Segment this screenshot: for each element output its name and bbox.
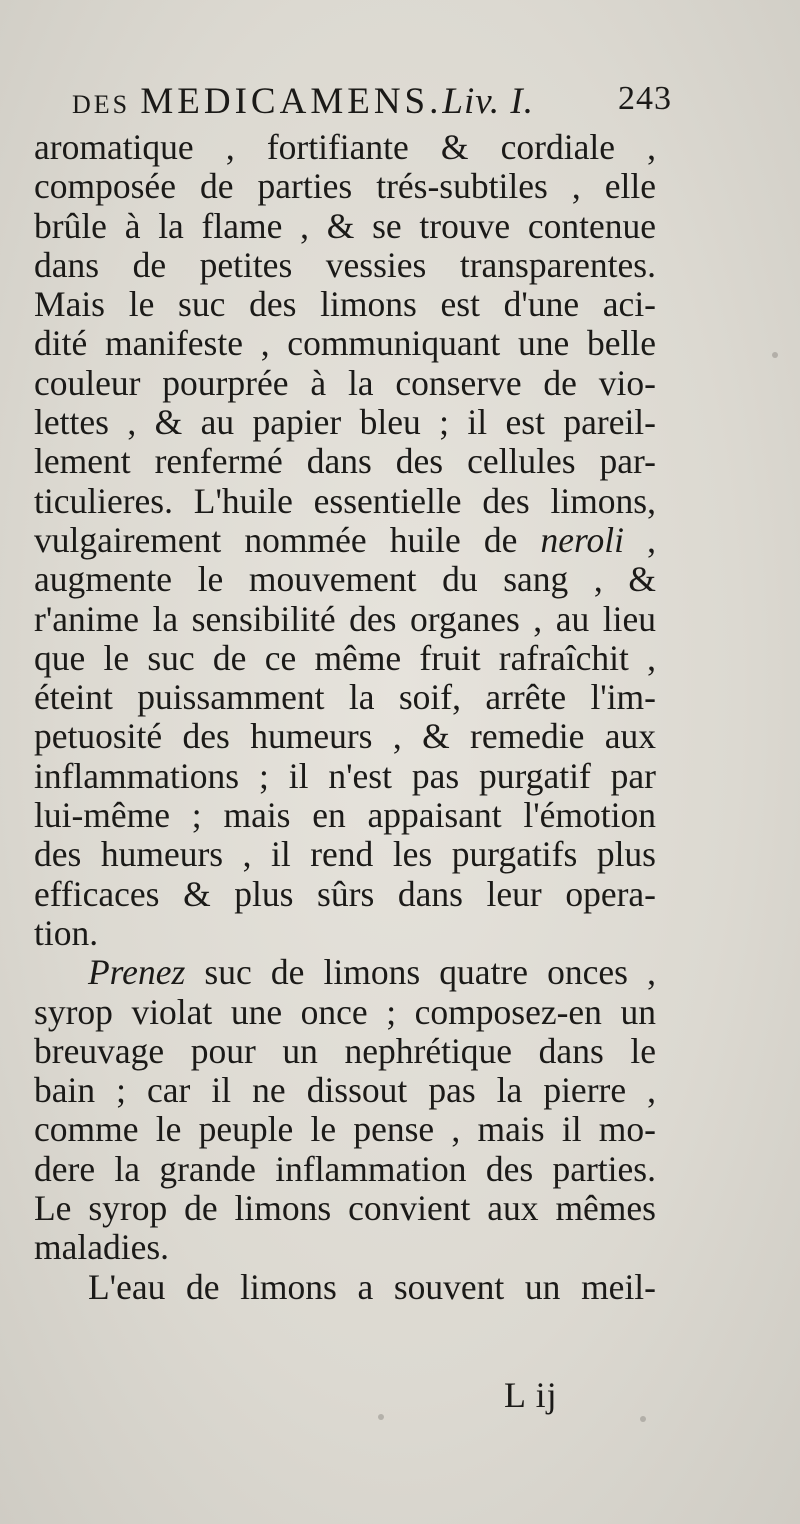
text-line: brûle à la flame , & se trouve contenue — [34, 205, 656, 246]
paper-speck — [378, 1414, 384, 1420]
text-line: augmente le mouvement du sang , & — [34, 559, 656, 600]
text-line: inflammations ; il n'est pas purgatif par — [34, 755, 656, 796]
text-segment: , — [624, 519, 656, 560]
text-line: bain ; car il ne dissout pas la pierre , — [34, 1070, 656, 1111]
text-line: lui-même ; mais en appaisant l'émotion — [34, 795, 656, 836]
text-line: composée de parties trés-subtiles , elle — [34, 166, 656, 207]
text-line: éteint puissamment la soif, arrête l'im- — [34, 677, 656, 718]
text-segment: vulgairement nommée huile de — [34, 519, 541, 560]
running-head-des: DES — [72, 90, 131, 119]
italic-word: Prenez — [88, 952, 186, 993]
text-line: maladies. — [34, 1227, 170, 1268]
text-line: dité manifeste , communiquant une belle — [34, 323, 656, 364]
text-segment: suc de limons quatre onces , — [185, 952, 656, 993]
text-line: des humeurs , il rend les purgatifs plus — [34, 834, 656, 875]
text-line: efficaces & plus sûrs dans leur opera- — [34, 873, 656, 914]
text-line — [34, 953, 656, 992]
text-line: r'anime la sensibilité des organes , au lieu — [34, 598, 656, 639]
text-line: lement renfermé dans des cellules par- — [34, 441, 656, 482]
signature-mark: L ij — [504, 1375, 558, 1415]
text-line: ticulieres. L'huile essentielle des limons, — [34, 480, 656, 521]
text-line: tion. — [34, 912, 99, 953]
page-number: 243 — [618, 80, 672, 117]
body-text — [34, 128, 656, 1307]
paper-speck — [772, 352, 778, 358]
text-line: Mais le suc des limons est d'une aci- — [34, 284, 656, 325]
text-line: dere la grande inflammation des parties. — [34, 1148, 656, 1189]
text-line — [34, 521, 656, 560]
running-head-medicamens: MEDICAMENS. — [140, 81, 443, 122]
italic-word: neroli — [540, 519, 624, 560]
text-line: L'eau de limons a souvent un meil- — [88, 1266, 656, 1307]
text-line: breuvage pour un nephrétique dans le — [34, 1030, 656, 1071]
running-head-title — [72, 80, 534, 123]
running-head-liv: Liv. I. — [442, 81, 534, 122]
text-line: comme le peuple le pense , mais il mo- — [34, 1109, 656, 1150]
text-line: syrop violat une once ; composez-en un — [34, 991, 656, 1032]
text-line: petuosité des humeurs , & remedie aux — [34, 716, 656, 757]
text-line: aromatique , fortifiante & cordiale , — [34, 127, 656, 167]
running-head — [72, 80, 672, 130]
text-line: lettes , & au papier bleu ; il est pareil- — [34, 402, 656, 443]
text-line: couleur pourprée à la conserve de vio- — [34, 362, 656, 403]
text-line: dans de petites vessies transparentes. — [34, 244, 656, 285]
paper-speck — [640, 1416, 646, 1422]
text-line: Le syrop de limons convient aux mêmes — [34, 1188, 656, 1229]
text-line: que le suc de ce même fruit rafraîchit , — [34, 637, 656, 678]
